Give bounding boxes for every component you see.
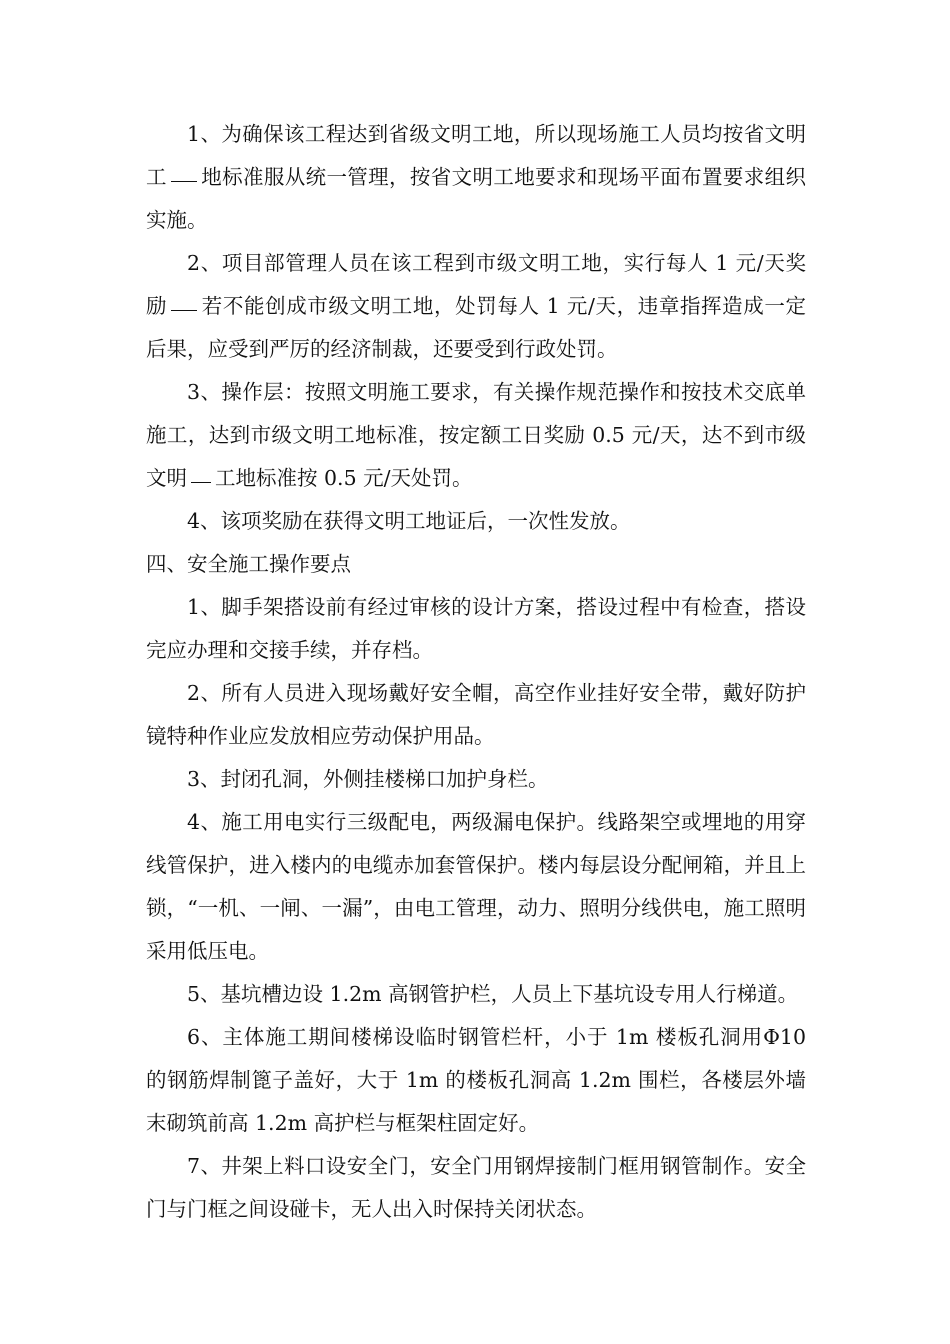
paragraph-scaffold: 1、脚手架搭设前有经过审核的设计方案，搭设过程中有检查，搭设完应办理和交接手续，并存档。 xyxy=(146,595,806,662)
paragraph-reward-operation xyxy=(146,371,806,500)
document-body xyxy=(146,113,806,1231)
paragraph-reward-provincial xyxy=(146,113,806,242)
paragraph-reward-management xyxy=(146,242,806,371)
paragraph-openings: 3、封闭孔洞，外侧挂楼梯口加护身栏。 xyxy=(187,767,549,791)
paragraph-text: 工地标准按 0.5 元/天处罚。 xyxy=(215,466,473,490)
underline-blank xyxy=(171,180,197,182)
underline-blank xyxy=(191,481,211,483)
paragraph-electricity: 4、施工用电实行三级配电，两级漏电保护。线路架空或埋地的用穿线管保护，进入楼内的电缆赤加套管保护。楼内每层设分配闸箱，并且上锁，“一机、一闸、一漏”，由电工管理，动力、照明分线供电，施工照明采用低压电。 xyxy=(146,810,806,963)
section-heading: 四、安全施工操作要点 xyxy=(146,552,351,576)
paragraph-text: 3、操作层：按照文明施工要求，有关操作规范操作和按技术交底单施工，达到市级文明工地标准，按定额工日奖励 0.5 元/天，达不到市级文明 xyxy=(146,380,806,490)
paragraph-text: 若不能创成市级文明工地，处罚每人 1 元/天，违章指挥造成一定后果，应受到严厉的经济制裁，还要受到行政处罚。 xyxy=(146,294,807,361)
paragraph-protective-gear: 2、所有人员进入现场戴好安全帽，高空作业挂好安全带，戴好防护镜特种作业应发放相应劳动保护用品。 xyxy=(146,681,806,748)
paragraph-stair-railing: 6、主体施工期间楼梯设临时钢管栏杆，小于 1m 楼板孔洞用Φ10 的钢筋焊制篦子盖好，大于 1m 的楼板孔洞高 1.2m 围栏，各楼层外墙末砌筑前高 1.2m 高护栏与框架柱固定好。 xyxy=(146,1025,806,1135)
paragraph-hoist-gate: 7、井架上料口设安全门，安全门用钢焊接制门框用钢管制作。安全门与门框之间设碰卡，无人出入时保持关闭状态。 xyxy=(146,1154,806,1221)
paragraph-foundation-pit: 5、基坑槽边设 1.2m 高钢管护栏，人员上下基坑设专用人行梯道。 xyxy=(187,982,799,1006)
paragraph-text: 2、项目部管理人员在该工程到市级文明工地，实行每人 1 元/天奖励 xyxy=(146,251,806,318)
paragraph-reward-payout: 4、该项奖励在获得文明工地证后，一次性发放。 xyxy=(187,509,631,533)
paragraph-text: 1、为确保该工程达到省级文明工地，所以现场施工人员均按省文明工 xyxy=(146,122,806,189)
paragraph-text: 地标准服从统一管理，按省文明工地要求和现场平面布置要求组织实施。 xyxy=(146,165,807,232)
underline-blank xyxy=(171,309,197,311)
